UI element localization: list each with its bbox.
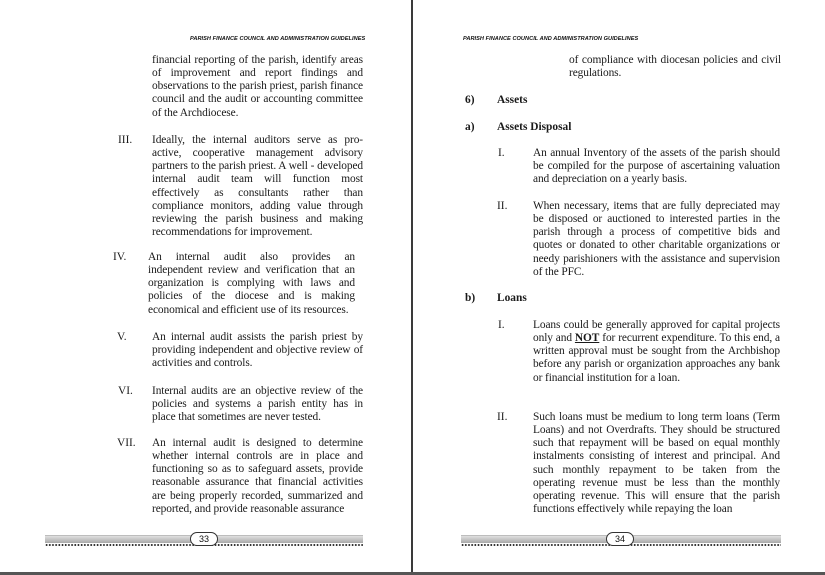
item-numeral: I. <box>498 319 505 331</box>
item-paragraph: An internal audit is designed to determine whether internal controls are in place and functioning so as to safeguard assets, provide reasonable assurance that financial activities are being properly recorded, summarized and reported, and provide reasonable assurance <box>152 437 363 515</box>
page-number: 34 <box>606 532 634 546</box>
item-paragraph: When necessary, items that are fully depreciated may be disposed or auctioned to interested parties in the parish through a process of competitive bids and quotes or donated to other charitable organizations or needy parishioners with the assistance and supervision of the PFC. <box>533 200 780 278</box>
item-numeral: IV. <box>113 251 127 263</box>
page-footer <box>461 532 781 550</box>
item-numeral: I. <box>498 147 505 159</box>
subsection-label: b) <box>465 292 476 304</box>
subsection-title: Assets Disposal <box>497 121 572 133</box>
item-text: Loans could be generally approved for capital projects only and <box>533 319 780 345</box>
item-numeral: V. <box>117 331 127 343</box>
section-title: Assets <box>497 94 528 106</box>
item-numeral: VII. <box>117 437 136 449</box>
item-paragraph: An internal audit assists the parish priest by providing independent and objective review of activities and controls. <box>152 331 363 370</box>
item-paragraph <box>533 319 780 385</box>
item-numeral: III. <box>118 134 133 146</box>
subsection-label: a) <box>465 121 475 133</box>
right-page <box>413 0 825 575</box>
item-numeral: II. <box>497 200 508 212</box>
item-numeral: VI. <box>118 385 133 397</box>
item-text: for recurrent expenditure. To this end, a written approval must be sought from the Archbishop before any parish or organization approaches any bank or financial institution for a loan. <box>533 332 780 384</box>
continuation-paragraph: of compliance with diocesan policies and civil regulations. <box>569 54 781 80</box>
section-number: 6) <box>465 94 475 106</box>
page-footer <box>45 532 363 550</box>
item-paragraph: An annual Inventory of the assets of the parish should be compiled for the purpose of ascertaining valuation and depreciation on a yearly basis. <box>533 147 780 186</box>
continuation-paragraph: financial reporting of the parish, identify areas of improvement and report findings and observations to the parish priest, parish finance council and the audit or accounting committee of the Archdiocese. <box>152 54 363 119</box>
left-page <box>0 0 412 575</box>
page-number: 33 <box>190 532 218 546</box>
running-head: PARISH FINANCE COUNCIL AND ADMINISTRATION GUIDELINES <box>190 36 366 42</box>
item-paragraph: Ideally, the internal auditors serve as pro-active, cooperative management advisory partners to the parish priest. A well - developed internal audit team will function most effectively as consultants rather than compliance monitors, adding value through reviewing the parish business and making recommendations for improvement. <box>152 134 363 239</box>
item-paragraph: Internal audits are an objective review of the policies and systems a parish entity has in place that sometimes are never tested. <box>152 385 363 424</box>
item-paragraph: Such loans must be medium to long term loans (Term Loans) and not Overdrafts. They should be structured such that repayment will be based on equal monthly instalments consisting of interest and principal. And such monthly repayment to be taken from the operating revenue must be less than the monthly operating revenue. This will ensure that the parish functions effectively while repaying the loan <box>533 411 780 516</box>
item-paragraph: An internal audit also provides an independent review and verification that an organization is complying with laws and policies of the diocese and is making economical and efficient use of its resources. <box>148 251 355 316</box>
running-head: PARISH FINANCE COUNCIL AND ADMINISTRATION GUIDELINES <box>463 36 639 42</box>
emphasis-not: NOT <box>574 332 600 345</box>
item-numeral: II. <box>497 411 508 423</box>
subsection-title: Loans <box>497 292 527 304</box>
